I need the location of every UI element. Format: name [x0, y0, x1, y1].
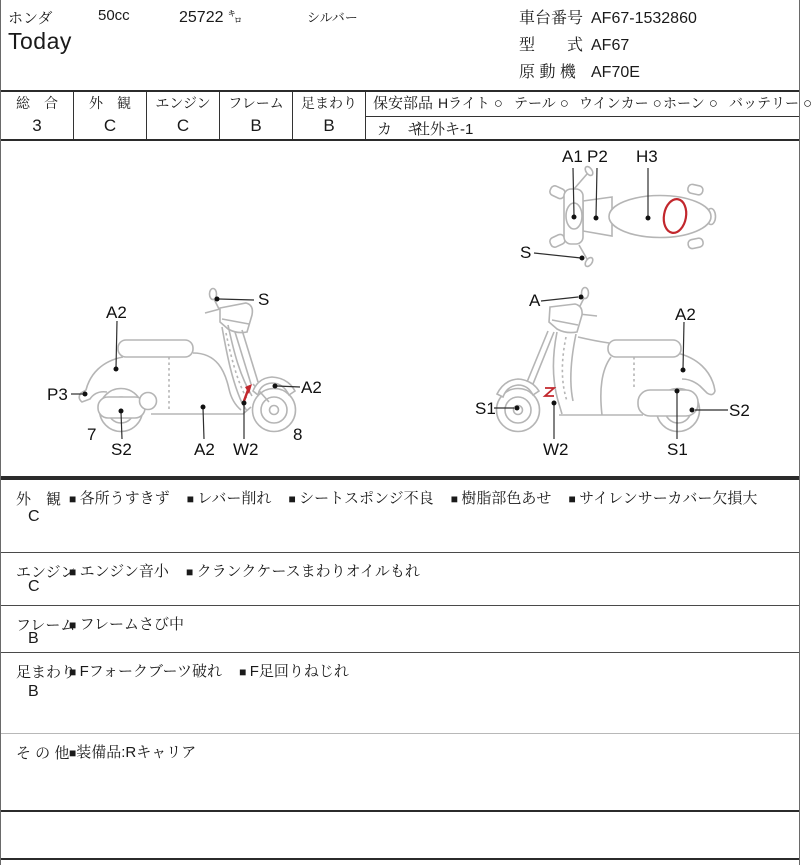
condition-item: ■ 樹脂部色あせ: [451, 490, 552, 507]
rating-overall-label: 総 合: [16, 95, 58, 111]
model-code-value: AF67: [591, 37, 630, 54]
mileage: [179, 7, 242, 27]
right-view-label-a: A: [529, 291, 541, 310]
condition-item: ■ エンジン音小: [69, 563, 169, 580]
key-label: カ ギ: [377, 120, 423, 138]
model-name: Today: [8, 28, 72, 54]
left-view-label-7: 7: [87, 425, 97, 444]
engine-code-value: AF70E: [591, 64, 640, 81]
left-view-label-p3: P3: [47, 385, 68, 404]
model-code-label: 型 式: [519, 37, 584, 54]
rating-undercarriage-grade: B: [323, 116, 335, 135]
model-code-field: [519, 32, 629, 55]
right-view-label-s2: S2: [729, 401, 750, 420]
right-view-label-w2: W2: [543, 440, 569, 459]
engine-code-label: 原 動 機: [519, 64, 576, 81]
displacement: 50cc: [98, 7, 130, 24]
condition-row-undercarriage: [1, 652, 799, 733]
engine-code-field: [519, 59, 640, 82]
condition-frame-items: [69, 613, 197, 634]
rating-frame-label: フレーム: [228, 95, 284, 111]
left-view-label-8: 8: [293, 425, 303, 444]
condition-item: ■ 装備品:Rキャリア: [69, 744, 196, 761]
chassis-number-label: 車台番号: [519, 10, 584, 27]
left-view-label-w2: W2: [233, 440, 259, 459]
condition-frame-grade: B: [28, 630, 39, 647]
condition-other-items: [69, 741, 209, 762]
header: [1, 0, 799, 90]
safety-parts-label: 保安部品: [373, 95, 434, 112]
safety-taillight: [514, 92, 569, 115]
condition-undercarriage-label: 足まわり: [16, 664, 77, 681]
rating-engine-grade: C: [176, 116, 190, 135]
safety-winker-mark: ○: [652, 95, 662, 112]
right-view-w2-red-mark: [545, 388, 554, 396]
top-view-label-s: S: [520, 243, 532, 262]
rating-engine-label: エンジン: [155, 95, 211, 111]
safety-battery: [729, 92, 812, 115]
condition-exterior-grade: C: [28, 508, 40, 525]
condition-item: ■ サイレンサーカバー欠損大: [569, 490, 758, 507]
rating-overall: [1, 92, 74, 139]
chassis-number-value: AF67-1532860: [591, 10, 697, 27]
condition-item: ■ フレームさび中: [69, 616, 184, 633]
condition-item: ■ クランクケースまわりオイルもれ: [186, 563, 420, 580]
body-color: シルバー: [307, 10, 358, 25]
condition-undercarriage-grade: B: [28, 683, 39, 700]
ratings-table: [1, 90, 812, 141]
safety-parts-row: [366, 92, 812, 117]
right-view-label-a2: A2: [675, 305, 696, 324]
condition-undercarriage-items: [69, 660, 362, 681]
left-view-label-a2-floor: A2: [194, 440, 215, 459]
right-view-label-s1-front: S1: [475, 399, 496, 418]
rating-exterior-label: 外 観: [89, 95, 131, 111]
damage-diagram: [1, 141, 799, 478]
chassis-number-field: [519, 5, 697, 28]
safety-parts-cell: [366, 92, 812, 139]
condition-engine-label: エンジン: [16, 564, 76, 581]
condition-row-engine: [1, 552, 799, 605]
condition-exterior-items: [69, 487, 770, 508]
rating-exterior-grade: C: [103, 116, 117, 135]
safety-taillight-mark: ○: [559, 95, 569, 112]
safety-winker: [579, 92, 662, 115]
brand: ホンダ: [8, 10, 53, 27]
rating-undercarriage: [293, 92, 366, 139]
safety-headlight-name: Hライト: [438, 95, 490, 111]
top-view-label-p2: P2: [587, 147, 608, 166]
condition-item: ■ レバー削れ: [187, 490, 272, 507]
safety-battery-mark: ○: [803, 95, 812, 112]
rating-frame: [220, 92, 293, 139]
empty-row: [1, 810, 799, 860]
left-view-label-a2-front: A2: [301, 378, 322, 397]
condition-engine-grade: C: [28, 578, 40, 595]
condition-item: ■ Fフォークブーツ破れ: [69, 663, 222, 680]
safety-taillight-name: テール: [514, 95, 556, 111]
condition-item: ■ F足回りねじれ: [239, 663, 349, 680]
safety-headlight: [438, 92, 503, 115]
condition-engine-items: [69, 560, 433, 581]
safety-headlight-mark: ○: [493, 95, 503, 112]
rating-overall-grade: 3: [32, 116, 42, 135]
rating-undercarriage-label: 足まわり: [301, 95, 357, 111]
condition-frame-label: フレーム: [16, 617, 76, 634]
safety-battery-name: バッテリー: [729, 95, 799, 111]
safety-horn-mark: ○: [708, 95, 718, 112]
safety-winker-name: ウインカー: [579, 95, 649, 111]
safety-horn-name: ホーン: [663, 95, 705, 111]
key-row: [366, 118, 799, 140]
condition-row-frame: [1, 605, 799, 652]
leader-dots: [83, 215, 695, 414]
safety-horn: [663, 92, 718, 115]
right-view-label-s1-rear: S1: [667, 440, 688, 459]
rating-frame-grade: B: [250, 116, 262, 135]
condition-row-exterior: [1, 478, 799, 552]
left-view-label-s2: S2: [111, 440, 132, 459]
mileage-unit: ㌔: [227, 9, 242, 25]
condition-item: ■ 各所うすきず: [69, 490, 170, 507]
left-view-label-s: S: [258, 290, 270, 309]
rating-engine: [147, 92, 220, 139]
condition-row-other: [1, 733, 799, 810]
condition-exterior-label: 外 観: [16, 491, 62, 508]
mileage-value: 25722: [179, 9, 224, 26]
top-view-label-a1: A1: [562, 147, 583, 166]
left-view-label-a2-rear: A2: [106, 303, 127, 322]
condition-other-label: そ の 他: [16, 745, 70, 762]
key-value: 社外キ-1: [415, 120, 474, 138]
rating-exterior: [74, 92, 147, 139]
condition-item: ■ シートスポンジ不良: [289, 490, 434, 507]
top-view-label-h3: H3: [636, 147, 658, 166]
